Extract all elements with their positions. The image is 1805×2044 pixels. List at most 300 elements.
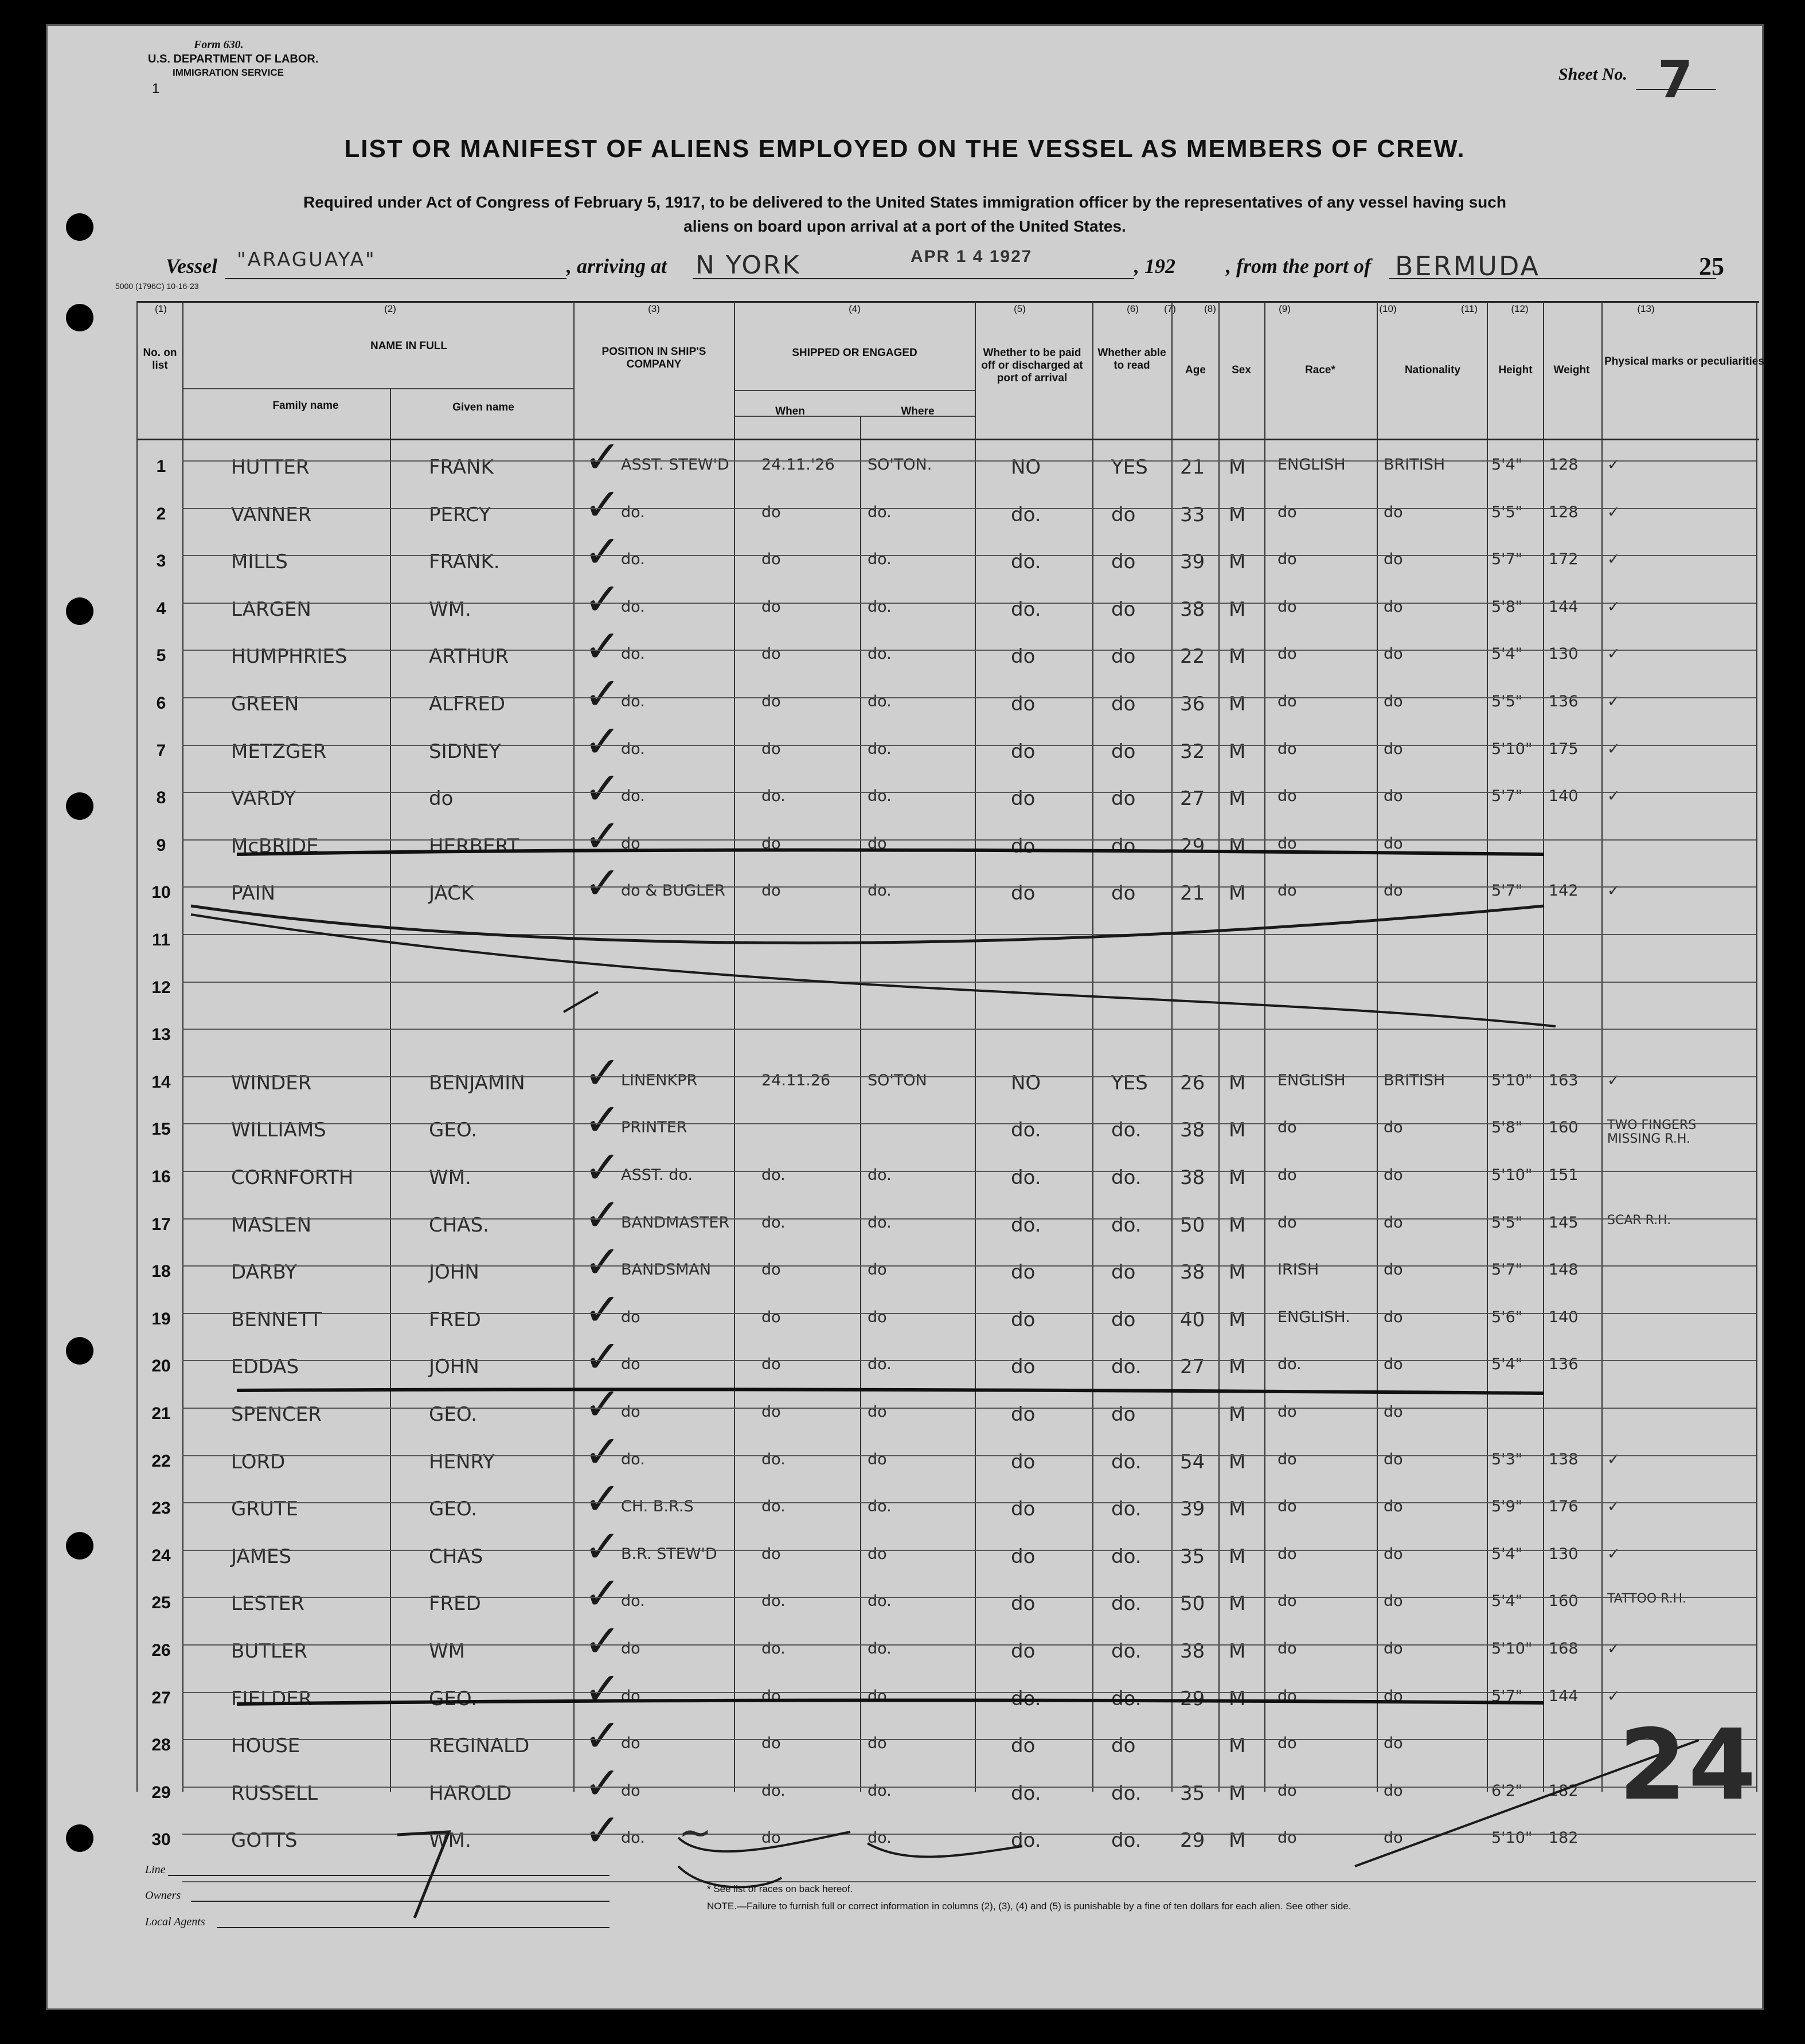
cell-read: do.: [1111, 1450, 1142, 1474]
cell-race: do: [1277, 597, 1297, 616]
col-5-num: (5): [1014, 303, 1026, 314]
cell-height: 5'7": [1491, 1261, 1523, 1279]
cell-age: 35: [1180, 1781, 1205, 1805]
cell-age: 38: [1180, 1119, 1205, 1142]
col-9-num: (9): [1279, 303, 1291, 314]
check-mark: ✓: [584, 1663, 622, 1715]
row-number: 8: [156, 788, 166, 808]
cell-height: 5'10": [1491, 1829, 1533, 1847]
cell-marks: ✓: [1607, 1498, 1620, 1516]
cell-age: 39: [1180, 550, 1205, 574]
punch-hole: [66, 213, 93, 241]
cell-family: LESTER: [231, 1592, 304, 1616]
cell-marks: ✓: [1607, 787, 1620, 806]
cell-paid: do: [1011, 1545, 1036, 1568]
row-number: 25: [151, 1593, 171, 1613]
cell-paid: do.: [1011, 1213, 1041, 1237]
cell-read: do.: [1111, 1545, 1142, 1568]
cell-read: do.: [1111, 1640, 1142, 1663]
cell-read: do.: [1111, 1213, 1142, 1237]
cell-race: do: [1277, 503, 1297, 521]
sheet-label: Sheet No.: [1558, 65, 1627, 84]
col-family-name: Family name: [272, 400, 339, 412]
cell-height: 5'5": [1491, 503, 1523, 521]
cell-sex: M: [1229, 1545, 1246, 1568]
cell-age: 38: [1180, 1166, 1205, 1189]
col-given-name: Given name: [452, 401, 514, 413]
arriving-label: , arriving at: [566, 255, 667, 278]
cell-read: do: [1111, 550, 1136, 574]
cell-height: 5'7": [1491, 550, 1523, 569]
cell-where: do.: [868, 1592, 892, 1611]
row-number: 16: [151, 1167, 171, 1186]
cell-sex: M: [1229, 645, 1246, 669]
cell-family: GREEN: [231, 693, 299, 716]
cell-paid: NO: [1011, 1071, 1041, 1095]
cell-read: do.: [1111, 1829, 1142, 1853]
cell-nationality: do: [1384, 1545, 1403, 1563]
cell-read: do: [1111, 1261, 1136, 1284]
annotation-strokes: [48, 26, 1762, 2008]
cell-paid: do: [1011, 787, 1036, 811]
cell-sex: M: [1229, 1071, 1246, 1095]
cell-where: do.: [868, 1687, 892, 1705]
cell-given: REGINALD: [429, 1734, 530, 1758]
cell-where: do.: [868, 882, 892, 900]
row-number: 29: [151, 1783, 171, 1802]
check-mark: ✓: [584, 1142, 622, 1194]
row-number: 5: [156, 646, 166, 666]
cell-family: HUTTER: [231, 456, 310, 479]
row-number: 19: [151, 1309, 171, 1328]
cell-read: YES: [1111, 1071, 1148, 1095]
cell-paid: do.: [1011, 550, 1041, 574]
col-able-to-read: Whether able to read: [1097, 347, 1166, 372]
cell-nationality: do: [1384, 1640, 1403, 1658]
cell-paid: do: [1011, 740, 1036, 763]
cell-family: BUTLER: [231, 1640, 308, 1663]
cell-age: 29: [1180, 1829, 1205, 1853]
cell-given: FRED: [429, 1592, 481, 1616]
cell-when: do: [761, 1829, 781, 1847]
col-paid-off: Whether to be paid off or discharged at port of arrival: [981, 347, 1083, 384]
cell-nationality: do: [1384, 693, 1403, 710]
from-port: BERMUDA: [1395, 251, 1541, 282]
cell-family: MASLEN: [231, 1213, 312, 1237]
cell-given: PERCY: [429, 503, 491, 526]
cell-paid: do: [1011, 1592, 1036, 1616]
punch-hole: [66, 1824, 93, 1852]
cell-height: 5'4": [1491, 645, 1523, 663]
cell-when: do: [761, 550, 781, 569]
cell-given: ARTHUR: [429, 645, 509, 669]
cell-read: do: [1111, 834, 1136, 858]
cell-sex: M: [1229, 503, 1246, 526]
cell-height: 5'10": [1491, 1640, 1533, 1658]
cell-where: SO'TON.: [868, 456, 932, 474]
cell-race: do: [1277, 1592, 1297, 1611]
cell-family: BENNETT: [231, 1308, 322, 1331]
cell-paid: do.: [1011, 1829, 1041, 1853]
cell-family: SPENCER: [231, 1403, 322, 1426]
cell-where: do: [868, 834, 887, 853]
cell-nationality: do: [1384, 1450, 1403, 1468]
cell-nationality: do: [1384, 1119, 1403, 1137]
cell-position: ASST. STEW'D: [621, 456, 729, 474]
cell-position: do.: [621, 550, 645, 569]
col-nationality: Nationality: [1404, 364, 1461, 376]
cell-age: 21: [1180, 882, 1205, 905]
cell-when: do.: [761, 1213, 786, 1232]
row-number: 1: [156, 457, 166, 476]
cell-age: 38: [1180, 1261, 1205, 1284]
cell-paid: do: [1011, 834, 1036, 858]
col-7-num: (7): [1164, 303, 1176, 314]
cell-nationality: do: [1384, 1498, 1403, 1516]
cell-family: CORNFORTH: [231, 1166, 354, 1189]
row-number: 17: [151, 1214, 171, 1234]
cell-marks: ✓: [1607, 645, 1620, 663]
cell-position: do.: [621, 740, 645, 758]
cell-height: 5'5": [1491, 693, 1523, 710]
cell-given: WM.: [429, 597, 471, 621]
cell-where: do.: [868, 1166, 892, 1184]
cell-weight: 160: [1549, 1592, 1579, 1611]
cell-sex: M: [1229, 693, 1246, 716]
cell-read: do: [1111, 645, 1136, 669]
cell-family: HUMPHRIES: [231, 645, 347, 669]
cell-race: do: [1277, 1213, 1297, 1232]
cell-nationality: do: [1384, 1308, 1403, 1326]
cell-height: 5'10": [1491, 1166, 1533, 1184]
cell-age: 22: [1180, 645, 1205, 669]
cell-height: 5'9": [1491, 1498, 1523, 1516]
cell-nationality: do: [1384, 1592, 1403, 1611]
department: U.S. DEPARTMENT OF LABOR.: [148, 53, 319, 65]
col-sex: Sex: [1232, 364, 1251, 376]
cell-position: do.: [621, 693, 645, 710]
cell-nationality: do: [1384, 1687, 1403, 1705]
cell-family: MILLS: [231, 550, 288, 574]
cell-age: 27: [1180, 1355, 1205, 1379]
cell-sex: M: [1229, 1592, 1246, 1616]
cell-sex: M: [1229, 1498, 1246, 1521]
cell-where: do: [868, 1734, 887, 1753]
cell-position: PRINTER: [621, 1119, 687, 1137]
check-mark: ✓: [584, 432, 622, 483]
cell-nationality: do: [1384, 1403, 1403, 1421]
cell-position: do: [621, 1640, 640, 1658]
cell-where: do.: [868, 550, 892, 569]
cell-nationality: do: [1384, 1261, 1403, 1279]
cell-sex: M: [1229, 456, 1246, 479]
cell-paid: do.: [1011, 1781, 1041, 1805]
cell-age: 21: [1180, 456, 1205, 479]
cell-family: JAMES: [231, 1545, 292, 1568]
cell-given: GEO.: [429, 1498, 478, 1521]
cell-family: METZGER: [231, 740, 327, 763]
cell-when: do.: [761, 1781, 786, 1800]
cell-position: do: [621, 1355, 640, 1374]
check-mark: ✓: [584, 1189, 622, 1241]
sheet-number: 7: [1658, 50, 1695, 109]
check-mark: ✓: [584, 858, 622, 910]
cell-read: YES: [1111, 456, 1148, 479]
col-11-num: (11): [1461, 303, 1478, 314]
col-physical-marks: Physical marks or peculiarities: [1604, 355, 1764, 368]
footer-owners-label: Owners: [145, 1889, 181, 1902]
check-mark: ✓: [584, 1805, 622, 1857]
cell-given: GEO.: [429, 1403, 478, 1426]
cell-marks: ✓: [1607, 882, 1620, 900]
cell-given: HAROLD: [429, 1781, 512, 1805]
col-3-num: (3): [648, 303, 660, 314]
cell-family: PAIN: [231, 882, 276, 905]
cell-age: 35: [1180, 1545, 1205, 1568]
cell-read: do.: [1111, 1687, 1142, 1710]
cell-given: GEO.: [429, 1119, 478, 1142]
date-stamp: APR 1 4 1927: [911, 247, 1033, 266]
cell-read: do: [1111, 740, 1136, 763]
cell-height: 6'2": [1491, 1781, 1523, 1800]
cell-when: do: [761, 1734, 781, 1753]
cell-race: do: [1277, 1781, 1297, 1800]
cell-sex: M: [1229, 1119, 1246, 1142]
cell-when: do: [761, 882, 781, 900]
check-mark: ✓: [584, 526, 622, 579]
penalty-note: NOTE.—Failure to furnish full or correct information in columns (2), (3), (4) and (5) is punishable by a fine of ten dollars for each alien. See other side.: [707, 1901, 1351, 1912]
check-mark: ✓: [584, 763, 622, 815]
footer-line-label: Line: [145, 1863, 166, 1876]
cell-sex: M: [1229, 1829, 1246, 1853]
cell-height: 5'6": [1491, 1308, 1523, 1326]
cell-race: do: [1277, 645, 1297, 663]
check-mark: ✓: [584, 479, 622, 531]
cell-weight: 160: [1549, 1119, 1579, 1137]
cell-height: 5'8": [1491, 1119, 1523, 1137]
cell-weight: 140: [1549, 787, 1579, 806]
row-number: 18: [151, 1262, 171, 1281]
cell-read: do: [1111, 597, 1136, 621]
check-mark: ✓: [584, 1284, 622, 1336]
cell-position: B.R. STEW'D: [621, 1545, 717, 1563]
cell-position: ASST. do.: [621, 1166, 693, 1184]
cell-nationality: do: [1384, 882, 1403, 900]
cell-weight: 163: [1549, 1071, 1579, 1089]
cell-height: 5'7": [1491, 1687, 1523, 1705]
cell-position: do: [621, 1687, 640, 1705]
cell-weight: 136: [1549, 693, 1579, 710]
cell-height: 5'7": [1491, 787, 1523, 806]
check-mark: ✓: [584, 716, 622, 768]
cell-weight: 142: [1549, 882, 1579, 900]
cell-age: 50: [1180, 1592, 1205, 1616]
check-mark: ✓: [584, 1474, 622, 1526]
row-number: 28: [151, 1736, 171, 1755]
cell-height: 5'5": [1491, 1213, 1523, 1232]
cell-height: 5'4": [1491, 1545, 1523, 1563]
col-12-num: (12): [1511, 303, 1529, 314]
cell-marks: ✓: [1607, 597, 1620, 616]
cell-age: 29: [1180, 1687, 1205, 1710]
col-13-num: (13): [1637, 303, 1655, 314]
cell-read: do: [1111, 1308, 1136, 1331]
cell-position: do: [621, 1403, 640, 1421]
cell-position: do: [621, 1781, 640, 1800]
cell-sex: M: [1229, 882, 1246, 905]
cell-paid: do: [1011, 1308, 1036, 1331]
cell-read: do.: [1111, 1498, 1142, 1521]
cell-read: do.: [1111, 1592, 1142, 1616]
col-4-num: (4): [849, 303, 861, 314]
check-mark: ✓: [584, 1095, 622, 1147]
cell-height: 5'8": [1491, 597, 1523, 616]
check-mark: ✓: [584, 1521, 622, 1573]
cell-where: do.: [868, 503, 892, 521]
cell-nationality: do: [1384, 1355, 1403, 1374]
row-number: 13: [151, 1025, 171, 1045]
cell-race: do: [1277, 1734, 1297, 1753]
check-mark: ✓: [584, 1757, 622, 1809]
cell-nationality: do: [1384, 834, 1403, 853]
cell-height: 5'4": [1491, 456, 1523, 474]
cell-read: do.: [1111, 1166, 1142, 1189]
cell-race: do: [1277, 740, 1297, 758]
races-note: * See list of races on back hereof.: [707, 1883, 853, 1894]
col-name-in-full: NAME IN FULL: [370, 340, 448, 352]
cell-race: do: [1277, 1498, 1297, 1516]
cell-when: do: [761, 693, 781, 710]
cell-paid: do: [1011, 1498, 1036, 1521]
col-6-num: (6): [1127, 303, 1139, 314]
cell-where: do: [868, 1261, 887, 1279]
cell-family: DARBY: [231, 1261, 297, 1284]
cell-given: CHAS.: [429, 1213, 489, 1237]
row-number: 22: [151, 1451, 171, 1471]
cell-age: 40: [1180, 1308, 1205, 1331]
cell-marks: ✓: [1607, 740, 1620, 758]
col-1-num: (1): [155, 303, 167, 314]
cell-sex: M: [1229, 550, 1246, 574]
col-2-num: (2): [384, 303, 396, 314]
cell-paid: do.: [1011, 597, 1041, 621]
cell-sex: M: [1229, 1734, 1246, 1758]
cell-when: do: [761, 834, 781, 853]
print-code: 5000 (1796C) 10-16-23: [115, 282, 199, 291]
punch-hole: [66, 792, 93, 820]
cell-nationality: do: [1384, 1781, 1403, 1800]
cell-given: JACK: [429, 882, 474, 905]
cell-race: do: [1277, 1166, 1297, 1184]
cell-where: do: [868, 1450, 887, 1468]
cell-age: 27: [1180, 787, 1205, 811]
cell-when: do: [761, 1261, 781, 1279]
col-position: POSITION IN SHIP'S COMPANY: [601, 346, 706, 370]
cell-marks: ✓: [1607, 456, 1620, 474]
check-mark: ✓: [584, 1568, 622, 1620]
cell-paid: do.: [1011, 503, 1041, 526]
cell-read: do: [1111, 1403, 1136, 1426]
check-mark: ✓: [584, 1710, 622, 1762]
cell-family: VANNER: [231, 503, 312, 526]
cell-nationality: BRITISH: [1384, 1071, 1445, 1089]
cell-age: 50: [1180, 1213, 1205, 1237]
cell-given: WM: [429, 1640, 465, 1663]
cell-position: BANDSMAN: [621, 1261, 712, 1279]
cell-family: EDDAS: [231, 1355, 299, 1379]
cell-family: HOUSE: [231, 1734, 300, 1758]
cell-given: WM.: [429, 1829, 471, 1853]
cell-weight: 144: [1549, 597, 1579, 616]
cell-position: do.: [621, 1450, 645, 1468]
cell-given: ALFRED: [429, 693, 506, 716]
cell-read: do: [1111, 693, 1136, 716]
row-number: 26: [151, 1641, 171, 1660]
col-10-num: (10): [1379, 303, 1397, 314]
cell-height: 5'10": [1491, 740, 1533, 758]
cell-nationality: do: [1384, 740, 1403, 758]
cell-read: do: [1111, 1734, 1136, 1758]
cell-where: do.: [868, 1640, 892, 1658]
cell-family: McBRIDE: [231, 834, 319, 858]
cell-weight: 175: [1549, 740, 1579, 758]
cell-where: do.: [868, 740, 892, 758]
col-8-num: (8): [1204, 303, 1216, 314]
cell-sex: M: [1229, 1261, 1246, 1284]
cell-nationality: do: [1384, 550, 1403, 569]
cell-marks: ✓: [1607, 1687, 1620, 1705]
row-number: 23: [151, 1499, 171, 1518]
row-number: 10: [151, 883, 171, 902]
col-age: Age: [1185, 364, 1206, 376]
cell-marks: ✓: [1607, 1640, 1620, 1658]
cell-nationality: do: [1384, 1213, 1403, 1232]
cell-read: do: [1111, 787, 1136, 811]
cell-weight: 176: [1549, 1498, 1579, 1516]
cell-height: 5'4": [1491, 1592, 1523, 1611]
cell-given: FRANK.: [429, 550, 500, 574]
cell-when: do.: [761, 1592, 786, 1611]
check-mark: ✓: [584, 1047, 622, 1099]
cell-race: do: [1277, 1450, 1297, 1468]
margin-mark: 1: [152, 81, 160, 96]
check-mark: ✓: [584, 810, 622, 862]
immigration-service: IMMIGRATION SERVICE: [173, 67, 284, 78]
subtitle-line-2: aliens on board upon arrival at a port of the United States.: [683, 217, 1126, 235]
cell-when: do: [761, 1355, 781, 1374]
col-shipped-engaged: SHIPPED OR ENGAGED: [792, 347, 917, 359]
row-number: 14: [151, 1072, 171, 1092]
row-number: 27: [151, 1688, 171, 1707]
cell-weight: 136: [1549, 1355, 1579, 1374]
cell-position: LINENKPR: [621, 1071, 698, 1089]
subtitle-line-1: Required under Act of Congress of February 5, 1917, to be delivered to the United States immigration officer by the representatives of any vessel having such: [303, 193, 1506, 211]
cell-weight: 148: [1549, 1261, 1579, 1279]
cell-height: 5'7": [1491, 882, 1523, 900]
cell-paid: do.: [1011, 1166, 1041, 1189]
cell-family: FIELDER: [231, 1687, 312, 1710]
year-label: , 192: [1134, 255, 1175, 278]
cell-age: 26: [1180, 1071, 1205, 1095]
row-number: 24: [151, 1546, 171, 1565]
cell-nationality: do: [1384, 1829, 1403, 1847]
form-number: Form 630.: [194, 38, 244, 51]
cell-sex: M: [1229, 1450, 1246, 1474]
cell-age: 29: [1180, 834, 1205, 858]
check-mark: ✓: [584, 669, 622, 720]
punch-hole: [66, 1532, 93, 1560]
cell-position: do.: [621, 503, 645, 521]
